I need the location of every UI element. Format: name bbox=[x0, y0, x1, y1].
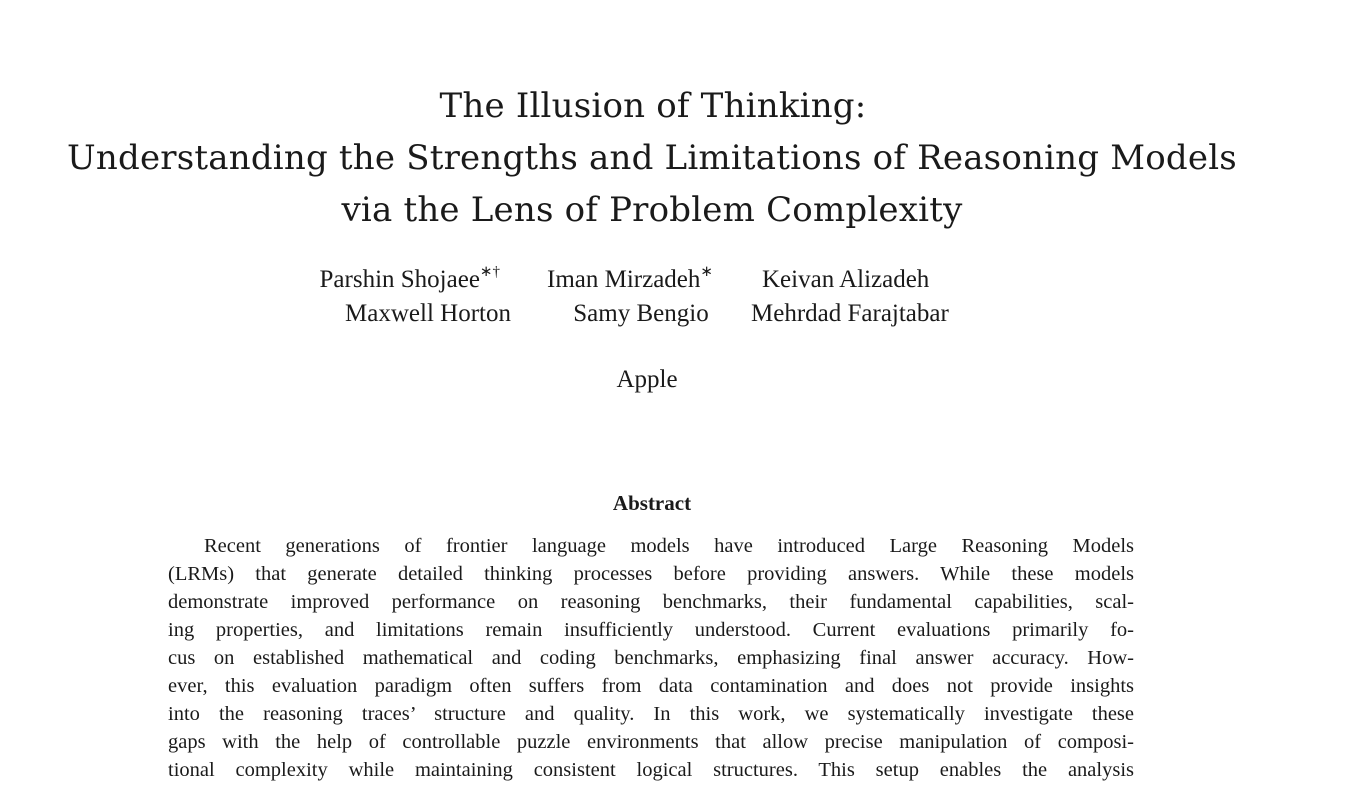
abstract-line: (LRMs) that generate detailed thinking processes before providing answers. While these models bbox=[168, 563, 1134, 585]
abstract-line: ing properties, and limitations remain insufficiently understood. Current evaluations primarily fo- bbox=[168, 619, 1134, 641]
abstract-line: tional complexity while maintaining consistent logical structures. This setup enables the analysis bbox=[168, 759, 1134, 781]
abstract-line: gaps with the help of controllable puzzle environments that allow precise manipulation of composi- bbox=[168, 731, 1134, 753]
abstract-line: Recent generations of frontier language models have introduced Large Reasoning Models bbox=[204, 535, 1134, 557]
title-line-1: The Illusion of Thinking: bbox=[439, 86, 867, 126]
author-list bbox=[0, 263, 1282, 331]
author-samy-bengio: Samy Bengio bbox=[573, 300, 709, 327]
title-line-2: Understanding the Strengths and Limitations of Reasoning Models bbox=[67, 138, 1237, 178]
paper-title bbox=[0, 80, 1304, 236]
abstract-body bbox=[168, 532, 1134, 784]
abstract-line: demonstrate improved performance on reasoning benchmarks, their fundamental capabilities, scal- bbox=[168, 591, 1134, 613]
author-maxwell-horton: Maxwell Horton bbox=[345, 300, 511, 327]
abstract-line: ever, this evaluation paradigm often suffers from data contamination and does not provide insights bbox=[168, 675, 1134, 697]
author-footnote-mark: ∗ bbox=[700, 264, 713, 280]
affiliation: Apple bbox=[616, 366, 678, 393]
abstract-line: into the reasoning traces’ structure and quality. In this work, we systematically investigate these bbox=[168, 703, 1134, 725]
author-row-2 bbox=[0, 297, 1282, 331]
author-mehrdad-farajtabar: Mehrdad Farajtabar bbox=[751, 300, 949, 327]
abstract-heading: Abstract bbox=[612, 491, 692, 515]
author-iman-mirzadeh: Iman Mirzadeh∗ bbox=[547, 264, 713, 293]
title-line-3: via the Lens of Problem Complexity bbox=[341, 190, 963, 230]
author-parshin-shojaee: Parshin Shojaee∗† bbox=[319, 264, 500, 293]
author-footnote-mark: ∗† bbox=[479, 264, 500, 280]
author-row-1 bbox=[0, 263, 1282, 297]
author-keivan-alizadeh: Keivan Alizadeh bbox=[762, 266, 930, 293]
abstract-line: cus on established mathematical and coding benchmarks, emphasizing final answer accuracy. How- bbox=[168, 647, 1134, 669]
